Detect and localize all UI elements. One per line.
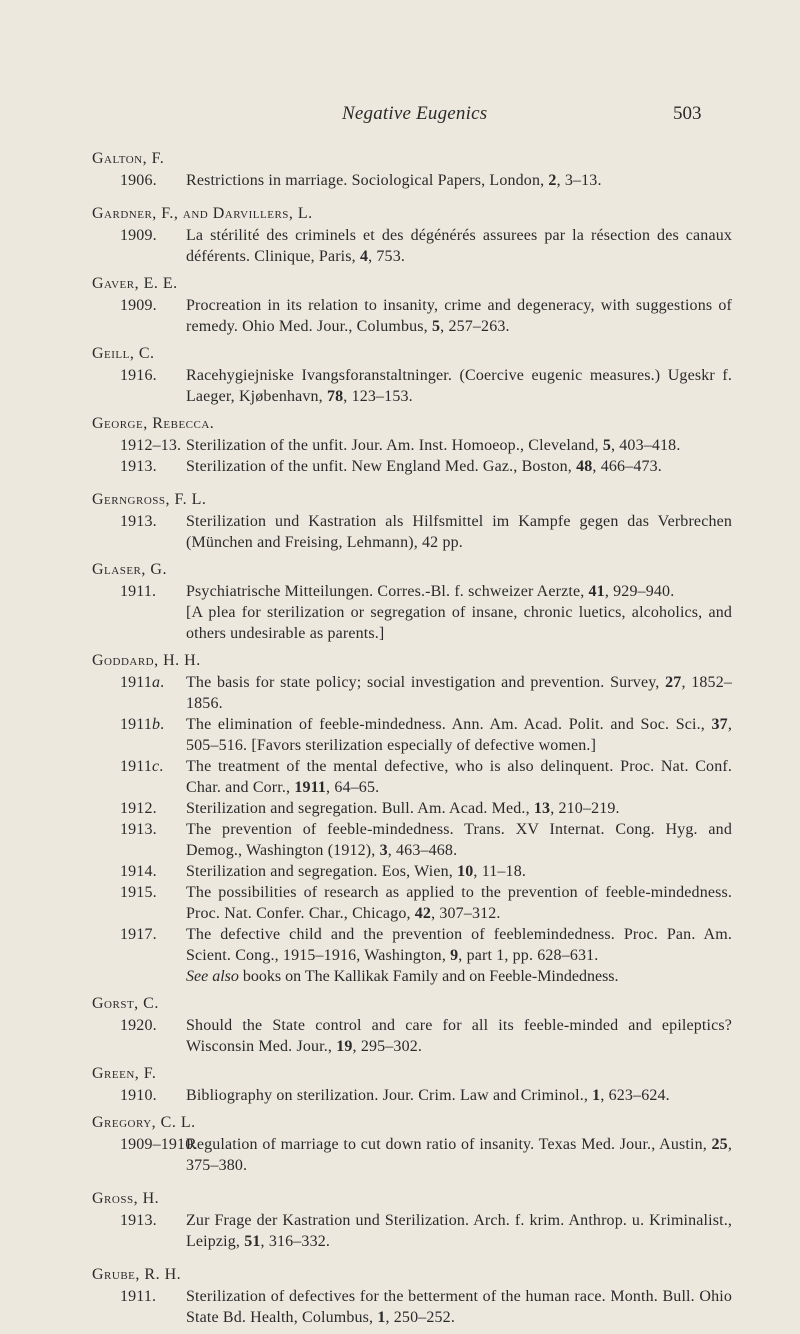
citation-volume: 3 [379, 842, 388, 859]
citation-pages: , 929–940. [604, 583, 675, 600]
citation-item [120, 435, 732, 456]
citation-title: The elimination of feeble-mindedness. Ann. Am. Acad. Polit. and Soc. Sci., [186, 716, 712, 733]
citation-title: La stérilité des criminels et des dégénérés assurees par la résection des canaux déférents. Clinique, Paris, [186, 227, 732, 265]
year-text: 1916. [120, 367, 157, 384]
citation-pages: , 466–473. [592, 458, 662, 475]
citation-text [186, 456, 732, 477]
citation-year [120, 1286, 186, 1328]
author-name: Gross, H. [92, 1190, 160, 1207]
citation-volume: 5 [602, 437, 611, 454]
citation-year [120, 295, 186, 337]
citation-year [120, 798, 186, 819]
bibliography [92, 148, 732, 1334]
citation-title: Restrictions in marriage. Sociological Papers, London, [186, 172, 549, 189]
bibliography-entry [92, 203, 732, 267]
author-name: Gardner, F., and Darvillers, L. [92, 205, 313, 222]
citation-text [186, 365, 732, 407]
author-name: Galton, F. [92, 150, 165, 167]
citation-volume: 2 [548, 172, 557, 189]
author-name: Grube, R. H. [92, 1266, 182, 1283]
year-text: 1911. [120, 1288, 157, 1305]
citation-pages: , 463–468. [387, 842, 458, 859]
citation-pages: , 753. [368, 248, 406, 265]
citation-title: Sterilization and segregation. Eos, Wien, [186, 863, 458, 880]
citation-volume: 51 [244, 1233, 261, 1250]
citation-item [120, 365, 732, 407]
citation-volume: 19 [336, 1038, 353, 1055]
year-text: 1913. [120, 513, 157, 530]
see-also-note [186, 966, 732, 987]
bibliography-entry [92, 148, 732, 191]
citation-year [120, 924, 186, 966]
citation-pages: , 307–312. [431, 905, 501, 922]
citation-title: Zur Frage der Kastration und Sterilization. Arch. f. krim. Anthrop. u. Kriminalist., Leipzig, [186, 1212, 732, 1250]
year-text: 1912–13. [120, 437, 182, 454]
citation-volume: 25 [711, 1136, 728, 1153]
citation-text [186, 435, 732, 456]
citation-text [186, 170, 732, 191]
citation-item [120, 1015, 732, 1057]
year-end: . [160, 674, 165, 691]
page-number: 503 [673, 103, 702, 124]
year-text: 1906. [120, 172, 157, 189]
citation-volume: 4 [359, 248, 369, 265]
citation-title: Bibliography on sterilization. Jour. Crim. Law and Criminol., [186, 1087, 593, 1104]
citation-pages: , 375–380. [186, 1136, 732, 1174]
citation-volume: 13 [533, 800, 551, 817]
bibliography-entry [92, 993, 732, 1057]
citation-pages: , 295–302. [352, 1038, 423, 1055]
year-end: . [160, 716, 165, 733]
year-text: 1911 [120, 758, 153, 775]
citation-pages: , 250–252. [385, 1309, 455, 1326]
citation-item [120, 756, 732, 798]
citation-text [186, 511, 732, 553]
year-text: 1913. [120, 821, 157, 838]
see-also-text: books on The Kallikak Family and on Feeble-Mindedness. [238, 968, 619, 985]
citation-text [186, 1015, 732, 1057]
bibliography-entry [92, 343, 732, 407]
year-suffix: b [152, 716, 161, 733]
citation-volume: 5 [431, 318, 441, 335]
year-text: 1913. [120, 1212, 157, 1229]
citation-volume: 41 [588, 583, 605, 600]
citation-text [186, 924, 732, 966]
citation-item [120, 798, 732, 819]
citation-volume: 37 [711, 716, 728, 733]
citation-item [120, 882, 732, 924]
citation-title: Sterilization of defectives for the betterment of the human race. Month. Bull. Ohio State Bd. Health, Columbus, [186, 1288, 732, 1326]
bibliography-entry [92, 650, 732, 987]
bibliography-entry [92, 1188, 732, 1252]
bibliography-entry [92, 1264, 732, 1328]
citation-pages: , 64–65. [326, 779, 380, 796]
year-text: 1915. [120, 884, 157, 901]
citation-text [186, 1286, 732, 1328]
author-name: Glaser, G. [92, 561, 167, 578]
citation-text [186, 225, 732, 267]
citation-title: Sterilization and segregation. Bull. Am. Acad. Med., [186, 800, 534, 817]
citation-item [120, 819, 732, 861]
citation-item [120, 170, 732, 191]
citation-volume: 48 [576, 458, 593, 475]
citation-pages: , 505–516. [Favors sterilization especially of defective women.] [186, 716, 732, 754]
author-name: Gaver, E. E. [92, 275, 178, 292]
citation-title: Procreation in its relation to insanity, crime and degeneracy, with suggestions of remedy. Ohio Med. Jour., Columbus, [186, 297, 732, 335]
citation-pages: , 623–624. [600, 1087, 670, 1104]
citation-year [120, 435, 186, 456]
citation-volume: 1911 [294, 779, 327, 796]
citation-year [120, 1134, 198, 1176]
citation-year [120, 170, 186, 191]
citation-text [186, 798, 732, 819]
citation-note: [A plea for sterilization or segregation of insane, chronic luetics, alcoholics, and others undesirable as parents.] [186, 604, 732, 642]
citation-item [120, 1085, 732, 1106]
citation-item [120, 295, 732, 337]
citation-text [186, 581, 732, 602]
citation-text [186, 1134, 732, 1176]
citation-title: The basis for state policy; social investigation and prevention. Survey, [186, 674, 666, 691]
citation-pages: , 11–18. [473, 863, 526, 880]
citation-item [120, 1210, 732, 1252]
citation-volume: 27 [665, 674, 682, 691]
year-text: 1909–1910. [120, 1136, 198, 1153]
citation-pages: , 123–153. [343, 388, 413, 405]
year-text: 1914. [120, 863, 157, 880]
citation-year [120, 456, 186, 477]
bibliography-entry [92, 559, 732, 644]
bibliography-entry [92, 1112, 732, 1176]
year-text: 1912. [120, 800, 157, 817]
citation-title: Sterilization of the unfit. New England Med. Gaz., Boston, [186, 458, 577, 475]
citation-year [120, 1210, 186, 1252]
citation-title: Psychiatrische Mitteilungen. Corres.-Bl. f. schweizer Aerzte, [186, 583, 589, 600]
citation-text [186, 295, 732, 337]
citation-title: The defective child and the prevention of feeblemindedness. Proc. Pan. Am. Scient. Cong., 1915–1916, Washington, [186, 926, 732, 964]
year-text: 1909. [120, 297, 157, 314]
author-name: Goddard, H. H. [92, 652, 201, 669]
citation-pages: , 210–219. [550, 800, 620, 817]
citation-year [120, 861, 186, 882]
year-text: 1911 [120, 716, 153, 733]
running-title: Negative Eugenics [342, 103, 488, 124]
citation-text [186, 672, 732, 714]
citation-year [120, 819, 186, 861]
author-name: Gorst, C. [92, 995, 159, 1012]
citation-text [186, 861, 732, 882]
year-text: 1917. [120, 926, 157, 943]
citation-item [120, 456, 732, 477]
author-name: Gregory, C. L. [92, 1114, 196, 1131]
citation-pages: , part 1, pp. 628–631. [458, 947, 599, 964]
year-text: 1913. [120, 458, 157, 475]
citation-item [120, 511, 732, 553]
citation-title: The prevention of feeble-mindedness. Trans. XV Internat. Cong. Hyg. and Demog., Washington (1912), [186, 821, 732, 859]
citation-volume: 1 [592, 1087, 601, 1104]
bibliography-entry [92, 1063, 732, 1106]
citation-year [120, 225, 186, 267]
citation-text [186, 1085, 732, 1106]
citation-item [120, 581, 732, 602]
citation-item [120, 714, 732, 756]
year-end: . [159, 758, 164, 775]
author-name: Green, F. [92, 1065, 157, 1082]
citation-volume: 78 [326, 388, 344, 405]
citation-title: Should the State control and care for all its feeble-minded and epileptics? Wisconsin Med. Jour., [186, 1017, 732, 1055]
page-header [0, 103, 800, 133]
year-suffix: a [152, 674, 161, 691]
citation-title: Racehygiejniske Ivangsforanstaltninger. (Coercive eugenic measures.) Ugeskr f. Laeger, Kjøbenhavn, [186, 367, 732, 405]
citation-text [186, 882, 732, 924]
citation-volume: 9 [450, 947, 459, 964]
citation-year [120, 714, 186, 756]
citation-pages: , 403–418. [610, 437, 681, 454]
year-text: 1920. [120, 1017, 157, 1034]
citation-item [120, 1134, 732, 1176]
year-text: 1909. [120, 227, 157, 244]
citation-pages: , 257–263. [440, 318, 510, 335]
citation-volume: 1 [377, 1309, 386, 1326]
citation-pages: , 3–13. [556, 172, 602, 189]
citation-year [120, 756, 186, 798]
citation-item [120, 861, 732, 882]
year-text: 1911. [120, 583, 157, 600]
citation-text [186, 756, 732, 798]
year-suffix: c [152, 758, 160, 775]
citation-title: Regulation of marriage to cut down ratio of insanity. Texas Med. Jour., Austin, [186, 1136, 712, 1153]
citation-year [120, 1015, 186, 1057]
citation-year [120, 581, 186, 602]
citation-year [120, 882, 186, 924]
citation-item [120, 672, 732, 714]
bibliography-entry [92, 273, 732, 337]
year-text: 1910. [120, 1087, 157, 1104]
citation-pages: , 316–332. [260, 1233, 331, 1250]
year-text: 1911 [120, 674, 153, 691]
citation-title: Sterilization of the unfit. Jour. Am. Inst. Homoeop., Cleveland, [186, 437, 603, 454]
bibliography-entry [92, 413, 732, 477]
citation-year [120, 672, 186, 714]
citation-item [120, 225, 732, 267]
citation-year [120, 365, 186, 407]
citation-volume: 10 [457, 863, 474, 880]
citation-title: The treatment of the mental defective, who is also delinquent. Proc. Nat. Conf. Char. and Corr., [186, 758, 732, 796]
citation-text [186, 819, 732, 861]
citation-pages: , 1852–1856. [186, 674, 732, 712]
author-name: Gerngross, F. L. [92, 491, 207, 508]
citation-text [186, 1210, 732, 1252]
see-also-label: See also [186, 968, 239, 985]
citation-volume: 42 [414, 905, 432, 922]
citation-title: Sterilization und Kastration als Hilfsmittel im Kampfe gegen das Verbrechen (München and Freising, Lehmann), 42 pp. [186, 513, 732, 551]
citation-item [120, 924, 732, 966]
citation-year [120, 511, 186, 553]
bibliography-entry [92, 489, 732, 553]
author-name: Geill, C. [92, 345, 155, 362]
citation-title: The possibilities of research as applied to the prevention of feeble-mindedness. Proc. Nat. Confer. Char., Chicago, [186, 884, 732, 922]
author-name: George, Rebecca. [92, 415, 215, 432]
citation-text [186, 714, 732, 756]
citation-year [120, 1085, 186, 1106]
citation-item [120, 1286, 732, 1328]
